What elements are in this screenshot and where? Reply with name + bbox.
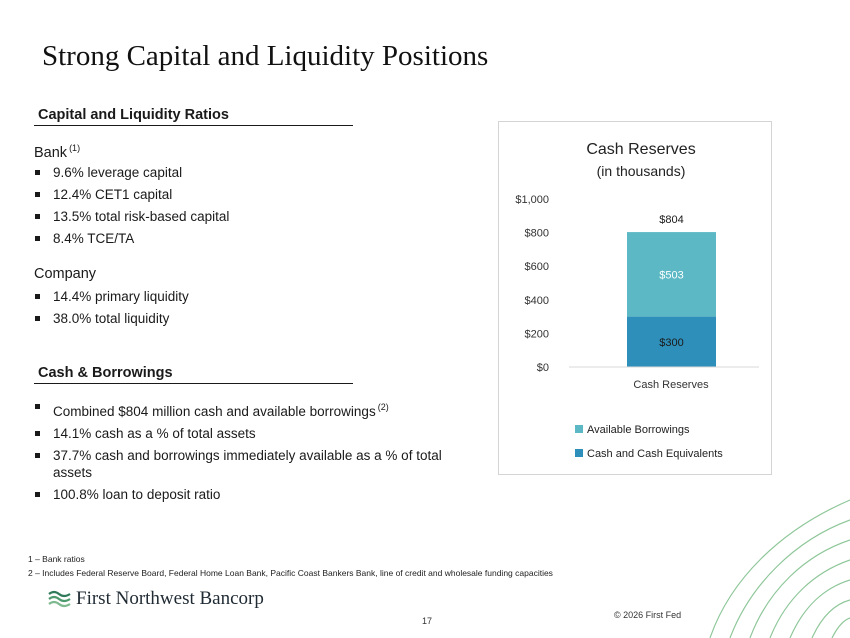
footnote-ref: (2) xyxy=(377,402,389,412)
y-tick-label: $200 xyxy=(524,328,549,341)
bars xyxy=(627,214,716,367)
y-tick-label: $400 xyxy=(524,294,549,307)
bank-footnote-ref: (1) xyxy=(69,143,81,153)
footnote-2: 2 – Includes Federal Reserve Board, Federal Home Loan Bank, Pacific Coast Bankers Bank, line of credit and wholesale funding capacities xyxy=(28,568,553,578)
capital-heading: Capital and Liquidity Ratios xyxy=(34,107,353,126)
list-item: 12.4% CET1 capital xyxy=(34,184,229,206)
bank-ratios-list xyxy=(34,162,229,250)
chart-subtitle: (in thousands) xyxy=(596,163,686,179)
chart-legend xyxy=(575,424,723,460)
company-name: First Northwest Bancorp xyxy=(76,588,264,609)
x-tick-label: Cash Reserves xyxy=(633,379,709,391)
list-item: 100.8% loan to deposit ratio xyxy=(34,484,454,506)
cash-borrowings-list xyxy=(34,396,454,506)
cash-heading: Cash & Borrowings xyxy=(34,365,353,384)
y-tick-label: $1,000 xyxy=(515,194,549,206)
legend-swatch xyxy=(575,425,583,433)
list-item-text: Combined $804 million cash and available borrowings xyxy=(53,404,376,419)
page-number: 17 xyxy=(422,616,433,626)
copyright: © 2026 First Fed xyxy=(614,610,682,620)
list-item: 14.1% cash as a % of total assets xyxy=(34,423,454,445)
list-item: 8.4% TCE/TA xyxy=(34,228,229,250)
wave-logo-icon xyxy=(48,589,72,609)
y-tick-label: $0 xyxy=(536,362,549,374)
list-item: 13.5% total risk-based capital xyxy=(34,206,229,228)
bank-label-text: Bank xyxy=(34,145,68,161)
list-item: 9.6% leverage capital xyxy=(34,162,229,184)
chart-title: Cash Reserves xyxy=(586,141,696,158)
legend-label: Cash and Cash Equivalents xyxy=(587,448,723,460)
data-label: $503 xyxy=(659,269,684,282)
company-liquidity-list xyxy=(34,286,189,330)
data-label: $300 xyxy=(659,336,684,349)
footnotes xyxy=(28,552,553,580)
y-axis xyxy=(515,194,549,374)
footnote-1: 1 – Bank ratios xyxy=(28,554,85,564)
decorative-curves xyxy=(700,480,850,638)
bank-label xyxy=(34,143,80,161)
total-label: $804 xyxy=(659,214,684,227)
list-item: 37.7% cash and borrowings immediately available as a % of total assets xyxy=(34,445,454,484)
y-tick-label: $800 xyxy=(524,227,549,240)
company-logo xyxy=(48,588,264,610)
chart-svg xyxy=(499,122,771,474)
company-label: Company xyxy=(34,266,97,282)
list-item xyxy=(34,396,454,423)
cash-reserves-chart xyxy=(498,121,772,475)
legend-label: Available Borrowings xyxy=(587,424,690,436)
legend-swatch xyxy=(575,449,583,457)
page-title: Strong Capital and Liquidity Positions xyxy=(42,40,489,72)
list-item: 38.0% total liquidity xyxy=(34,308,189,330)
list-item: 14.4% primary liquidity xyxy=(34,286,189,308)
y-tick-label: $600 xyxy=(524,261,549,274)
